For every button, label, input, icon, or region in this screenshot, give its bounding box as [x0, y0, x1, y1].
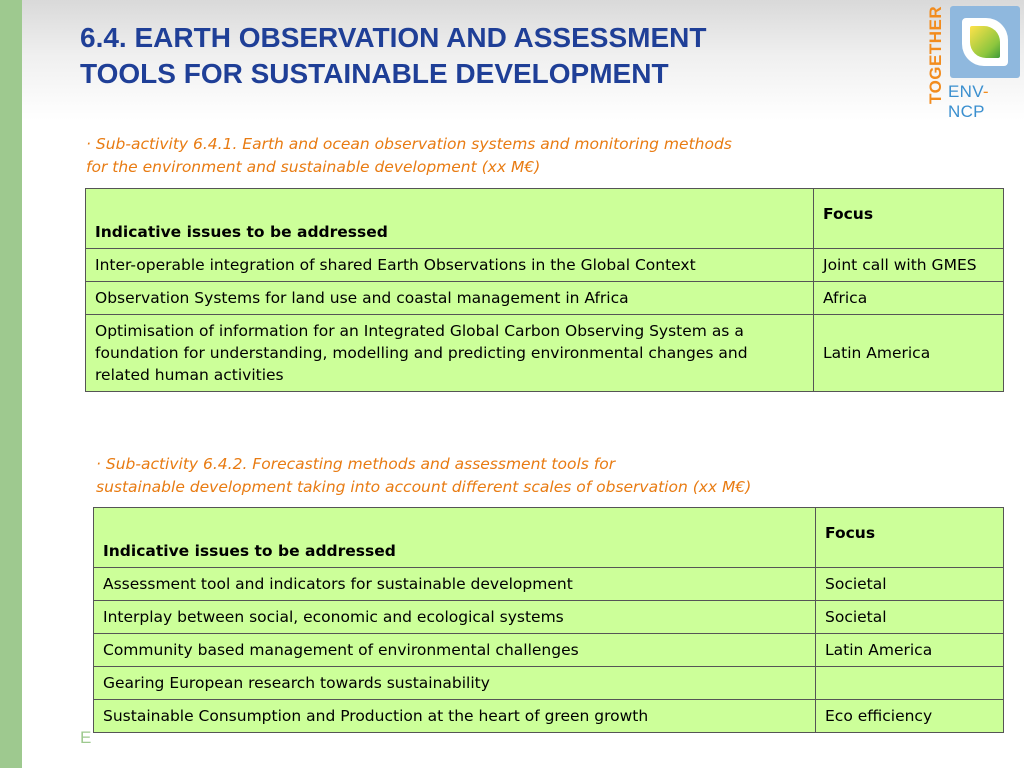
focus-cell: Latin America: [814, 315, 1004, 392]
focus-column-header: Focus: [816, 508, 1004, 568]
footer-text: E: [80, 728, 92, 747]
focus-column-header: Focus: [814, 189, 1004, 249]
issue-cell: Optimisation of information for an Integrated Global Carbon Observing System as a foundation for understanding, modelling and predicting environmental changes and related human activities: [86, 315, 814, 392]
issues-column-header: Indicative issues to be addressed: [94, 508, 816, 568]
logo-text-right: NCP: [948, 102, 985, 121]
focus-cell: Societal: [816, 568, 1004, 601]
logo-side-text: TOGETHER: [926, 5, 945, 105]
subactivity-1-line1: · Sub-activity 6.4.1. Earth and ocean observation systems and monitoring methods: [86, 135, 732, 153]
subactivity-2-line1: · Sub-activity 6.4.2. Forecasting methods and assessment tools for: [96, 455, 616, 473]
logo-leaf-icon: [950, 6, 1020, 78]
issue-cell: Community based management of environmental challenges: [94, 634, 816, 667]
subactivity-2-line2: sustainable development taking into account different scales of observation (xx M€): [96, 478, 752, 496]
slide-title-line1: 6.4. EARTH OBSERVATION AND ASSESSMENT: [80, 22, 707, 53]
table-row: [94, 568, 1004, 601]
table-header-row: [94, 508, 1004, 568]
slide-title-line2: TOOLS FOR SUSTAINABLE DEVELOPMENT: [80, 58, 669, 89]
focus-cell: [816, 667, 1004, 700]
left-accent-bar: [0, 0, 22, 768]
table-row: [94, 601, 1004, 634]
subactivity-1-line2: for the environment and sustainable development (xx M€): [86, 158, 541, 176]
issues-table-1: [85, 188, 1004, 392]
table-row: [94, 634, 1004, 667]
subactivity-2-heading: [96, 453, 996, 499]
logo-text-dash: -: [982, 82, 989, 101]
issue-cell: Gearing European research towards sustainability: [94, 667, 816, 700]
table-row: [86, 282, 1004, 315]
table-header-row: [86, 189, 1004, 249]
table-row: [86, 315, 1004, 392]
focus-cell: Latin America: [816, 634, 1004, 667]
issue-cell: Interplay between social, economic and ecological systems: [94, 601, 816, 634]
table-row: [86, 249, 1004, 282]
table-row: [94, 667, 1004, 700]
subactivity-1-heading: [86, 133, 966, 179]
env-ncp-logo: [926, 0, 1024, 121]
issue-cell: Sustainable Consumption and Production at the heart of green growth: [94, 700, 816, 733]
issues-table-2: [93, 507, 1004, 733]
logo-text-left: ENV: [948, 82, 983, 101]
focus-cell: Joint call with GMES: [814, 249, 1004, 282]
focus-cell: Eco efficiency: [816, 700, 1004, 733]
slide-title: [80, 20, 900, 92]
logo-text: [948, 82, 1024, 122]
table-row: [94, 700, 1004, 733]
focus-cell: Africa: [814, 282, 1004, 315]
issue-cell: Inter-operable integration of shared Earth Observations in the Global Context: [86, 249, 814, 282]
focus-cell: Societal: [816, 601, 1004, 634]
issues-column-header: Indicative issues to be addressed: [86, 189, 814, 249]
issue-cell: Observation Systems for land use and coastal management in Africa: [86, 282, 814, 315]
issue-cell: Assessment tool and indicators for sustainable development: [94, 568, 816, 601]
